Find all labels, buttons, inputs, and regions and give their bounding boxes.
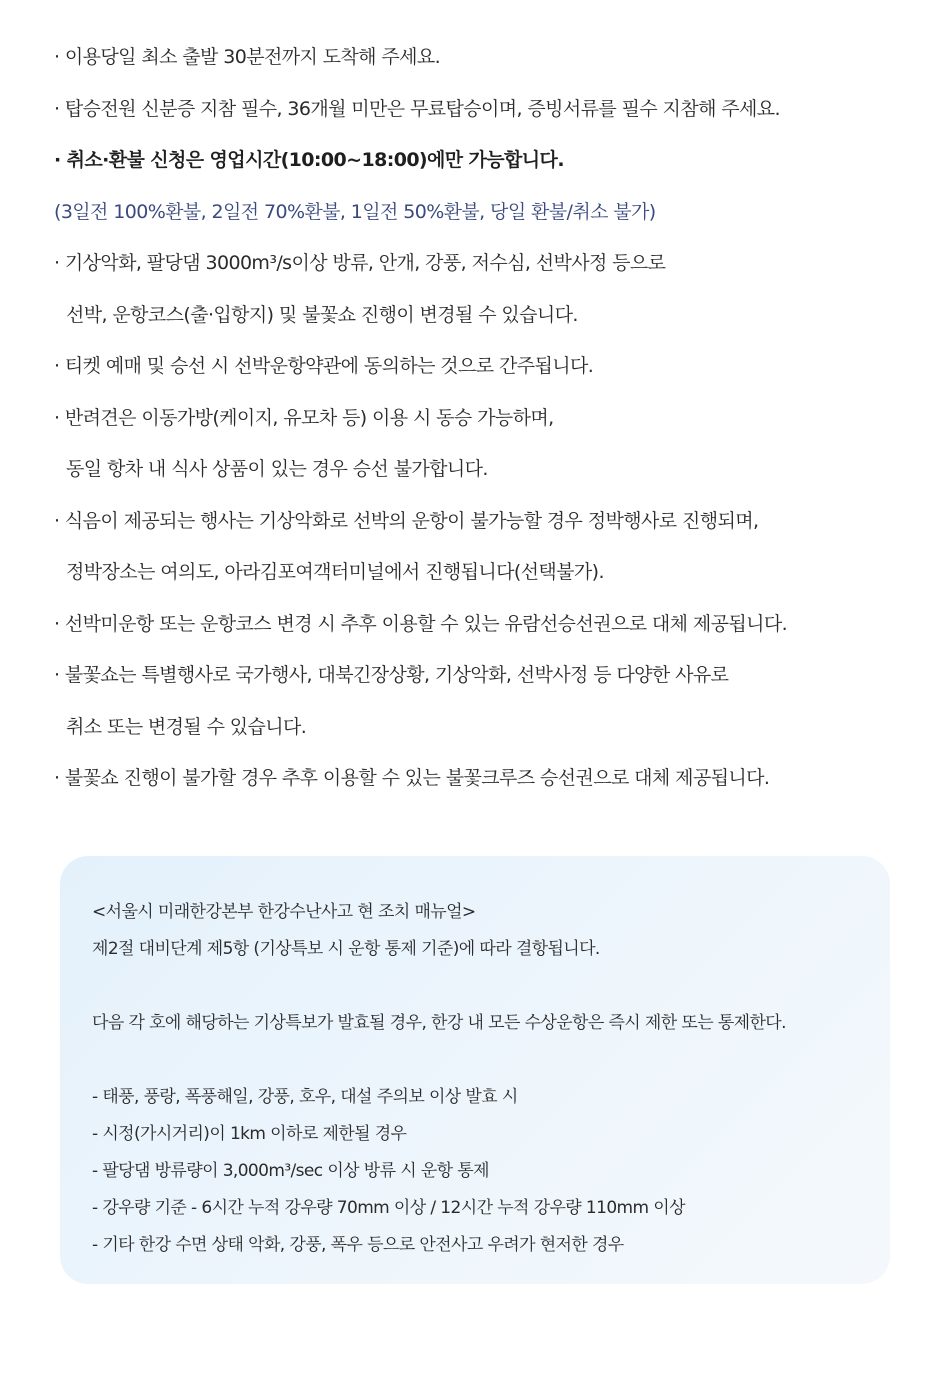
notice-arrival: · 이용당일 최소 출발 30분전까지 도착해 주세요.: [54, 46, 441, 68]
criteria-item: - 팔당댐 방류량이 3,000m³/sec 이상 방류 시 운항 통제: [92, 1161, 489, 1181]
notice-pets-cont: 동일 항차 내 식사 상품이 있는 경우 승선 불가합니다.: [66, 458, 488, 480]
criteria-item: - 기타 한강 수면 상태 악화, 강풍, 폭우 등으로 안전사고 우려가 현저한 경우: [92, 1235, 624, 1255]
regulation-statement: 다음 각 호에 해당하는 기상특보가 발효될 경우, 한강 내 모든 수상운항은 즉시 제한 또는 통제한다.: [92, 1013, 786, 1033]
notice-id-required: · 탑승전원 신분증 지참 필수, 36개월 미만은 무료탑승이며, 증빙서류를 필수 지참해 주세요.: [54, 97, 780, 120]
notice-pets: · 반려견은 이동가방(케이지, 유모차 등) 이용 시 동승 가능하며,: [54, 406, 554, 429]
notice-terms: · 티켓 예매 및 승선 시 선박운항약관에 동의하는 것으로 간주됩니다.: [54, 355, 594, 377]
notice-voucher: · 선박미운항 또는 운항코스 변경 시 추후 이용할 수 있는 유람선승선권으로 대체 제공됩니다.: [54, 612, 788, 635]
notice-fireworks: · 불꽃쇼는 특별행사로 국가행사, 대북긴장상황, 기상악화, 선박사정 등 다양한 사유로: [54, 664, 729, 686]
notice-refund-policy: (3일전 100%환불, 2일전 70%환불, 1일전 50%환불, 당일 환불/취소 불가): [54, 200, 656, 223]
notice-list: [54, 32, 934, 805]
notice-refund-hours: · 취소·환불 신청은 영업시간(10:00~18:00)에만 가능합니다.: [54, 149, 564, 171]
notice-food-event: · 식음이 제공되는 행사는 기상악화로 선박의 운항이 불가능할 경우 정박행사로 진행되며,: [54, 509, 759, 532]
notice-food-event-cont: 정박장소는 여의도, 아라김포여객터미널에서 진행됩니다(선택불가).: [66, 561, 604, 583]
spacer: [92, 968, 872, 1005]
notice-fireworks-cont: 취소 또는 변경될 수 있습니다.: [66, 715, 307, 738]
spacer: [92, 1042, 872, 1079]
criteria-item: - 시정(가시거리)이 1km 이하로 제한될 경우: [92, 1124, 407, 1144]
regulation-title: <서울시 미래한강본부 한강수난사고 현 조치 매뉴얼>: [92, 902, 476, 922]
criteria-item: - 강우량 기준 - 6시간 누적 강우량 70mm 이상 / 12시간 누적 강우량 110mm 이상: [92, 1198, 685, 1218]
criteria-item: - 태풍, 풍랑, 폭풍해일, 강풍, 호우, 대설 주의보 이상 발효 시: [92, 1087, 518, 1107]
regulation-subtitle: 제2절 대비단계 제5항 (기상특보 시 운항 통제 기준)에 따라 결항됩니다.: [92, 939, 600, 959]
notice-fireworks-voucher: · 불꽃쇼 진행이 불가할 경우 추후 이용할 수 있는 불꽃크루즈 승선권으로 대체 제공됩니다.: [54, 767, 770, 789]
notice-weather-cont: 선박, 운항코스(출·입항지) 및 불꽃쇼 진행이 변경될 수 있습니다.: [66, 303, 578, 326]
regulation-info-box: [60, 856, 890, 1284]
notice-weather: · 기상악화, 팔당댐 3000m³/s이상 방류, 안개, 강풍, 저수심, 선박사정 등으로: [54, 252, 666, 274]
